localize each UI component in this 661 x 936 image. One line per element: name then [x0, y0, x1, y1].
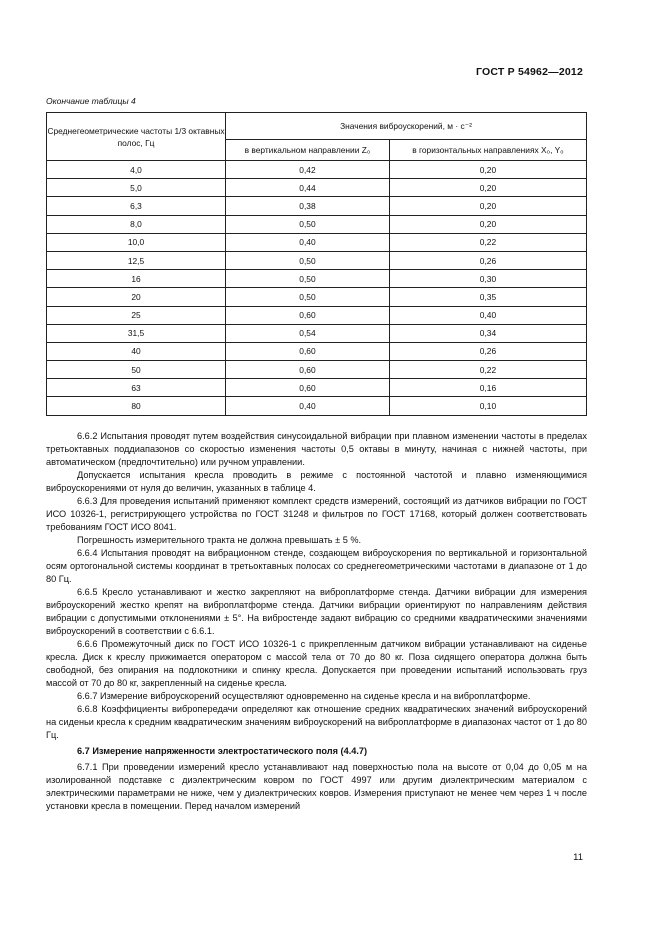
- table-row: [47, 379, 587, 397]
- cell-horizontal: 0,30: [389, 270, 586, 288]
- cell-horizontal: 0,20: [389, 161, 586, 179]
- cell-vertical: 0,44: [226, 179, 390, 197]
- cell-horizontal: 0,20: [389, 215, 586, 233]
- table-caption: Окончание таблицы 4: [46, 96, 136, 106]
- cell-frequency: 40: [47, 342, 226, 360]
- cell-vertical: 0,60: [226, 361, 390, 379]
- paragraph-6-7-1: 6.7.1 При проведении измерений кресло устанавливают над поверхностью пола на высоте от 0,04 до 0,05 м на изолированной подставке с диэлектрическим ковром по ГОСТ 4997 или другим диэлектрическим материалом с электрическими параметрами не ниже, чем у диэлектрических ковров. Измерения приступают не менее чем через 1 ч после установки кресла в помещении. Перед началом измерений: [46, 762, 587, 811]
- cell-frequency: 31,5: [47, 324, 226, 342]
- cell-vertical: 0,50: [226, 270, 390, 288]
- page-number: 11: [573, 852, 583, 863]
- col-header-frequency: Среднегеометрические частоты 1/3 октавных полос, Гц: [47, 113, 226, 161]
- paragraph-6-6-2: 6.6.2 Испытания проводят путем воздействия синусоидальной вибрации при плавном изменении частоты в пределах третьоктавных поддиапазонов со скоростью изменения частоты 0,5 октавы в минуту, начиная с нижней частоты, при автоматическом (предпочтительно) или ручном управлении.: [46, 431, 587, 467]
- paragraph-6-6-3: 6.6.3 Для проведения испытаний применяют комплект средств измерений, состоящий из датчиков вибрации по ГОСТ ИСО 10326-1, регистрирующего устройства по ГОСТ 31248 и фильтров по ГОСТ 17168, который должен соответствовать требованиям ГОСТ ИСО 8041.: [46, 496, 587, 532]
- cell-vertical: 0,60: [226, 342, 390, 360]
- cell-frequency: 4,0: [47, 161, 226, 179]
- table-row: [47, 342, 587, 360]
- cell-vertical: 0,60: [226, 306, 390, 324]
- paragraph-6-6-8: 6.6.8 Коэффициенты вибропередачи определяют как отношение средних квадратических значений виброускорений на сиденьи кресла к средним квадратическим значениям виброускорений на виброплатформе в диапазонах частот от 1 до 80 Гц.: [46, 704, 587, 740]
- table-row: [47, 161, 587, 179]
- table-row: [47, 179, 587, 197]
- document-header: ГОСТ Р 54962—2012: [475, 66, 583, 78]
- cell-vertical: 0,60: [226, 379, 390, 397]
- paragraph-6-6-4: 6.6.4 Испытания проводят на вибрационном стенде, создающем виброускорения по вертикальной и горизонтальной осям ортогональной системы координат в третьоктавных полосах со среднегеометрическими частотами в диапазоне от 1 до 80 Гц.: [46, 548, 587, 584]
- cell-horizontal: 0,35: [389, 288, 586, 306]
- cell-frequency: 12,5: [47, 251, 226, 269]
- paragraph-6-6-3-note: Погрешность измерительного тракта не должна превышать ± 5 %.: [77, 535, 362, 545]
- body-text: [46, 430, 587, 813]
- cell-vertical: 0,40: [226, 397, 390, 415]
- cell-frequency: 5,0: [47, 179, 226, 197]
- col-header-vertical: в вертикальном направлении Z₀: [226, 140, 390, 161]
- cell-frequency: 16: [47, 270, 226, 288]
- table-body: [47, 161, 587, 416]
- cell-horizontal: 0,22: [389, 361, 586, 379]
- paragraph-6-6-2-note: Допускается испытания кресла проводить в режиме с постоянной частотой и плавно изменяющимися виброускорениями от нуля до величин, указанных в таблице 4.: [46, 470, 587, 493]
- cell-vertical: 0,50: [226, 288, 390, 306]
- cell-frequency: 80: [47, 397, 226, 415]
- table-row: [47, 251, 587, 269]
- cell-horizontal: 0,26: [389, 251, 586, 269]
- cell-horizontal: 0,40: [389, 306, 586, 324]
- table-row: [47, 197, 587, 215]
- cell-frequency: 20: [47, 288, 226, 306]
- table-row: [47, 324, 587, 342]
- table-row: [47, 361, 587, 379]
- cell-frequency: 25: [47, 306, 226, 324]
- cell-horizontal: 0,20: [389, 179, 586, 197]
- table-row: [47, 233, 587, 251]
- cell-vertical: 0,38: [226, 197, 390, 215]
- table-row: [47, 288, 587, 306]
- table-row: [47, 215, 587, 233]
- cell-frequency: 50: [47, 361, 226, 379]
- paragraph-6-6-6: 6.6.6 Промежуточный диск по ГОСТ ИСО 10326-1 с прикрепленным датчиком вибрации устанавливают на сиденье кресла. Диск к креслу прижимается оператором с массой тела от 70 до 80 кг. Поза сидящего оператора должна быть свободной, без опирания на подлокотники и спинку кресла. Допускается при проведении испытаний использовать груз массой от 70 до 80 кг, закрепленный на сиденье кресла.: [46, 639, 587, 688]
- table-row: [47, 270, 587, 288]
- col-header-group: Значения виброускорений, м · с⁻²: [226, 113, 587, 140]
- cell-vertical: 0,50: [226, 251, 390, 269]
- paragraph-6-6-5: 6.6.5 Кресло устанавливают и жестко закрепляют на виброплатформе стенда. Датчики вибрации для измерения виброускорений жестко крепят на виброплатформе стенда. Датчики вибрации ориентируют по направлениям действия вибрации с допустимыми отклонениями ± 5°. На вибростенде задают вибрацию со средними квадратическими значениями виброускорений в соответствии с 6.6.1.: [46, 587, 587, 636]
- cell-horizontal: 0,20: [389, 197, 586, 215]
- vibration-table: [46, 112, 587, 416]
- cell-vertical: 0,50: [226, 215, 390, 233]
- cell-frequency: 8,0: [47, 215, 226, 233]
- paragraph-6-6-7: 6.6.7 Измерение виброускорений осуществляют одновременно на сиденье кресла и на виброплатформе.: [77, 691, 531, 701]
- cell-frequency: 10,0: [47, 233, 226, 251]
- section-title: 6.7 Измерение напряженности электростатического поля (4.4.7): [77, 746, 368, 756]
- table-row: [47, 397, 587, 415]
- col-header-horizontal: в горизонтальных направлениях X₀, Y₀: [389, 140, 586, 161]
- cell-horizontal: 0,22: [389, 233, 586, 251]
- cell-vertical: 0,40: [226, 233, 390, 251]
- cell-horizontal: 0,16: [389, 379, 586, 397]
- table-row: [47, 306, 587, 324]
- cell-frequency: 63: [47, 379, 226, 397]
- cell-horizontal: 0,26: [389, 342, 586, 360]
- cell-vertical: 0,54: [226, 324, 390, 342]
- cell-vertical: 0,42: [226, 161, 390, 179]
- cell-horizontal: 0,10: [389, 397, 586, 415]
- cell-horizontal: 0,34: [389, 324, 586, 342]
- cell-frequency: 6,3: [47, 197, 226, 215]
